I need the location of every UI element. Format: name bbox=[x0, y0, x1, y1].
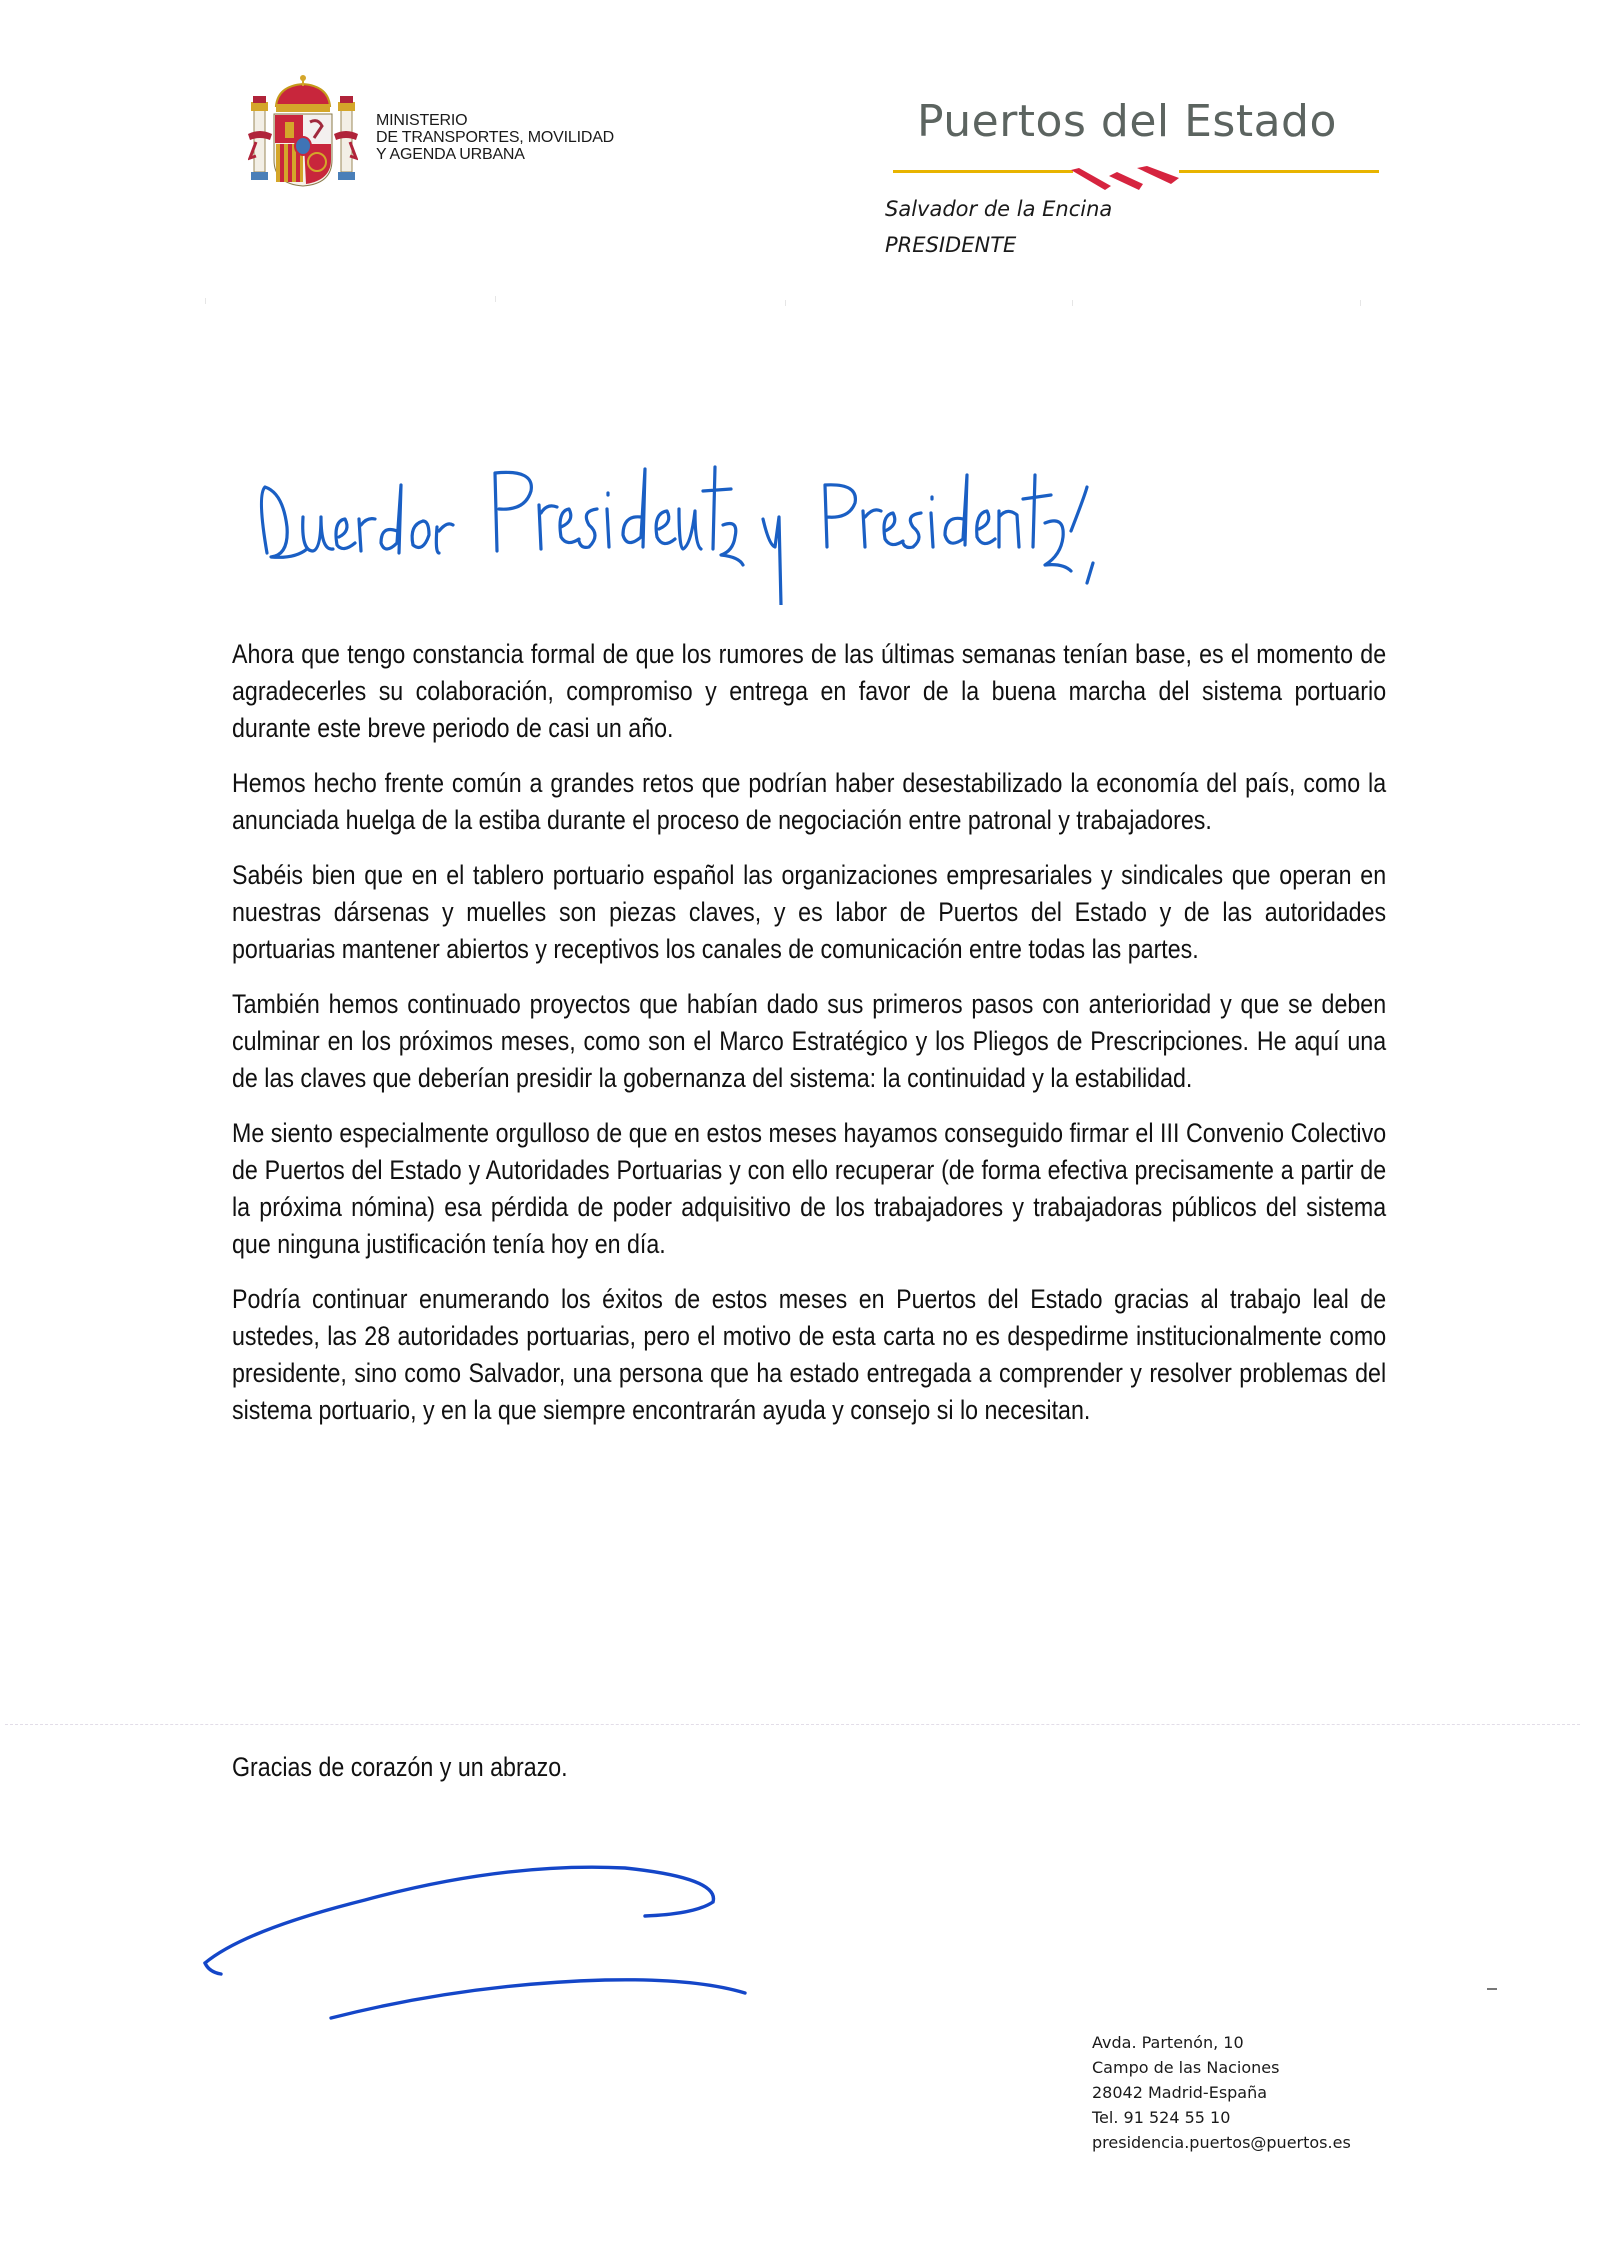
address-email: presidencia.puertos@puertos.es bbox=[1092, 2133, 1351, 2152]
puertos-del-estado-wave-icon bbox=[1071, 164, 1183, 194]
sender-name: Salvador de la Encina bbox=[885, 197, 1113, 221]
paragraph: Sabéis bien que en el tablero portuario español las organizaciones empresariales y sindicales que operan en nuestras dársenas y muelles son piezas claves, y es labor de Puertos del Estado y de las autoridades portuarias mantener abiertos y receptivos los canales de comunicación entre todas las partes. bbox=[232, 860, 1387, 964]
handwriting-icon bbox=[255, 455, 1375, 605]
paragraph: Me siento especialmente orgulloso de que en estos meses hayamos conseguido firmar el III Convenio Colectivo de Puertos del Estado y Autoridades Portuarias y con ello recuperar (de forma efectiva precisamente a partir de la próxima nómina) esa pérdida de poder adquisitivo de los trabajadores y trabajadoras públicos del sistema que ninguna justificación tenía hoy en día. bbox=[232, 1118, 1387, 1259]
organization-name: Puertos del Estado bbox=[917, 96, 1337, 147]
closing-line: Gracias de corazón y un abrazo. bbox=[232, 1752, 568, 1782]
scan-tick bbox=[1360, 300, 1361, 306]
logo-rule-right bbox=[1179, 170, 1379, 173]
handwritten-greeting bbox=[255, 455, 1375, 605]
spanish-coat-of-arms-icon bbox=[248, 72, 358, 192]
paragraph: Ahora que tengo constancia formal de que los rumores de las últimas semanas tenían base, es el momento de agradecerles su colaboración, compromiso y entrega en favor de la buena marcha del sistema portuario durante este breve periodo de casi un año. bbox=[232, 639, 1387, 743]
scan-tick bbox=[1072, 300, 1073, 306]
contact-address bbox=[1092, 2030, 1351, 2155]
paragraph: Podría continuar enumerando los éxitos de estos meses en Puertos del Estado gracias al trabajo leal de ustedes, las 28 autoridades portuarias, pero el motivo de esta carta no es despedirme institucionalmente como presidente, sino como Salvador, una persona que ha estado entregada a comprender y resolver problemas del sistema portuario, y en la que siempre encontrarán ayuda y consejo si lo necesitan. bbox=[232, 1284, 1387, 1425]
ministry-line: MINISTERIO bbox=[376, 111, 468, 129]
sender-title: PRESIDENTE bbox=[885, 233, 1017, 257]
ministry-line: Y AGENDA URBANA bbox=[376, 145, 525, 163]
scan-tick bbox=[785, 300, 786, 306]
ministry-name bbox=[376, 112, 614, 163]
scan-artifact-rule bbox=[5, 1724, 1580, 1726]
address-street: Avda. Partenón, 10 bbox=[1092, 2033, 1244, 2052]
scan-artifact-mark bbox=[1487, 1988, 1497, 1990]
ministry-header bbox=[248, 72, 614, 192]
ministry-line: DE TRANSPORTES, MOVILIDAD bbox=[376, 128, 615, 146]
paragraph: También hemos continuado proyectos que habían dado sus primeros pasos con anterioridad y que se deben culminar en los próximos meses, como son el Marco Estratégico y los Pliegos de Prescripciones. He aquí una de las claves que deberían presidir la gobernanza del sistema: la continuidad y la estabilidad. bbox=[232, 989, 1387, 1093]
scan-tick bbox=[205, 298, 206, 304]
scan-tick bbox=[495, 296, 496, 302]
letter-body bbox=[232, 636, 1387, 1447]
address-district: Campo de las Naciones bbox=[1092, 2058, 1280, 2077]
logo-rule-left bbox=[893, 170, 1073, 173]
address-city: 28042 Madrid-España bbox=[1092, 2083, 1268, 2102]
signature-icon bbox=[185, 1850, 825, 2030]
address-phone: Tel. 91 524 55 10 bbox=[1092, 2108, 1231, 2127]
paragraph: Hemos hecho frente común a grandes retos que podrían haber desestabilizado la economía del país, como la anunciada huelga de la estiba durante el proceso de negociación entre patronal y trabajadores. bbox=[232, 768, 1387, 835]
